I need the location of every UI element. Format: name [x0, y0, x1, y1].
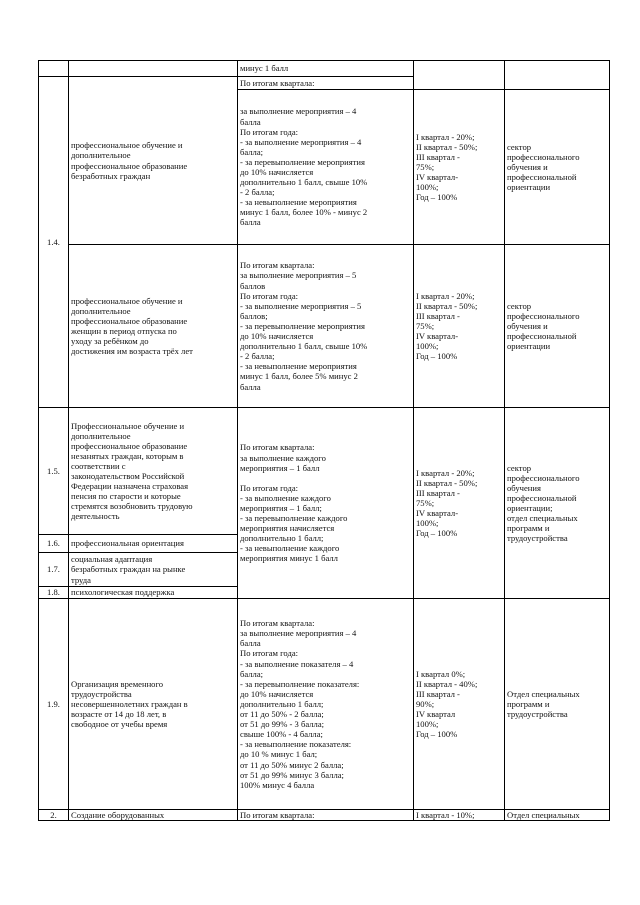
percent-cell: I квартал 0%; II квартал - 40%; III квартал - 90%; IV квартал 100%; Год – 100%: [414, 599, 505, 810]
name-cell: Организация временного трудоустройства несовершеннолетних граждан в возрасте от 14 до 18 лет, в свободное от учебы время: [69, 599, 238, 810]
table-row: [39, 408, 610, 535]
name-cell: Создание оборудованных: [69, 810, 238, 821]
name-cell: профессиональное обучение и дополнительное профессиональное образование безработных граждан: [69, 77, 238, 245]
number-cell: 1.6.: [39, 535, 69, 553]
name-cell: социальная адаптация безработных граждан на рынке труда: [69, 553, 238, 587]
criteria-cell: По итогам квартала: за выполнение мероприятия – 5 баллов По итогам года: - за выполнение мероприятия – 5 баллов; - за перевыполнение мероприятия до 10% начисляется дополнительно 1 балл, свыше 10% - 2 балла; - за невыполнение мероприятия минус 1 балл, более 5% минус 2 балла: [238, 245, 414, 408]
criteria-cell: за выполнение мероприятия – 4 балла По итогам года: - за выполнение мероприятия – 4 балла; - за перевыполнение мероприятия до 10% начисляется дополнительно 1 балл, свыше 10% - 2 балла; - за невыполнение мероприятия минус 1 балл, более 10% - минус 2 балла: [238, 90, 414, 245]
criteria-cell: По итогам квартала:: [238, 77, 414, 90]
criteria-cell: минус 1 балл: [238, 61, 414, 77]
percent-cell: I квартал - 20%; II квартал - 50%; III квартал - 75%; IV квартал- 100%; Год – 100%: [414, 408, 505, 599]
criteria-table: [38, 60, 610, 821]
name-cell: Профессиональное обучение и дополнительное профессиональное образование незанятых граждан, которым в соответствии с законодательством Российской Федерации назначена страховая пенсия по старости и которые стремятся возобновить трудовую деятельность: [69, 408, 238, 535]
responsible-cell: сектор профессионального обучения профессиональной ориентации; отдел специальных программ и трудоустройства: [505, 408, 610, 599]
responsible-cell: сектор профессионального обучения и профессиональной ориентации: [505, 90, 610, 245]
number-cell: [39, 61, 69, 77]
number-cell: 1.4.: [39, 77, 69, 408]
table-row: [39, 599, 610, 810]
percent-cell: I квартал - 10%;: [414, 810, 505, 821]
responsible-cell: [505, 61, 610, 90]
criteria-cell: По итогам квартала: за выполнение каждого мероприятия – 1 балл По итогам года: - за выполнение каждого мероприятия – 1 балл; - за перевыполнение каждого мероприятия начисляется дополнительно 1 балл; - за невыполнение каждого мероприятия минус 1 балл: [238, 408, 414, 599]
name-cell: профессиональное обучение и дополнительное профессиональное образование женщин в период отпуска по уходу за ребёнком до достижения им возраста трёх лет: [69, 245, 238, 408]
table-row: [39, 245, 610, 408]
criteria-cell: По итогам квартала: за выполнение мероприятия – 4 балла По итогам года: - за выполнение показателя – 4 балла; - за перевыполнение показателя: до 10% начисляется дополнительно 1 балл; от 11 до 50% - 2 балла; от 51 до 99% - 3 балла; свыше 100% - 4 балла; - за невыполнение показателя: до 10 % минус 1 бал; от 11 до 50% минус 2 балла; от 51 до 99% минус 3 балла; 100% минус 4 балла: [238, 599, 414, 810]
responsible-cell: Отдел специальных: [505, 810, 610, 821]
name-cell: [69, 61, 238, 77]
table-row: [39, 61, 610, 77]
number-cell: 1.8.: [39, 587, 69, 599]
name-cell: профессиональная ориентация: [69, 535, 238, 553]
table-row: [39, 810, 610, 821]
criteria-cell: По итогам квартала:: [238, 810, 414, 821]
number-cell: 1.9.: [39, 599, 69, 810]
percent-cell: I квартал - 20%; II квартал - 50%; III квартал - 75%; IV квартал- 100%; Год – 100%: [414, 90, 505, 245]
percent-cell: I квартал - 20%; II квартал - 50%; III квартал - 75%; IV квартал- 100%; Год – 100%: [414, 245, 505, 408]
percent-cell: [414, 61, 505, 90]
name-cell: психологическая поддержка: [69, 587, 238, 599]
document-page: [38, 60, 610, 821]
number-cell: 2.: [39, 810, 69, 821]
responsible-cell: сектор профессионального обучения и профессиональной ориентации: [505, 245, 610, 408]
responsible-cell: Отдел специальных программ и трудоустройства: [505, 599, 610, 810]
number-cell: 1.7.: [39, 553, 69, 587]
number-cell: 1.5.: [39, 408, 69, 535]
